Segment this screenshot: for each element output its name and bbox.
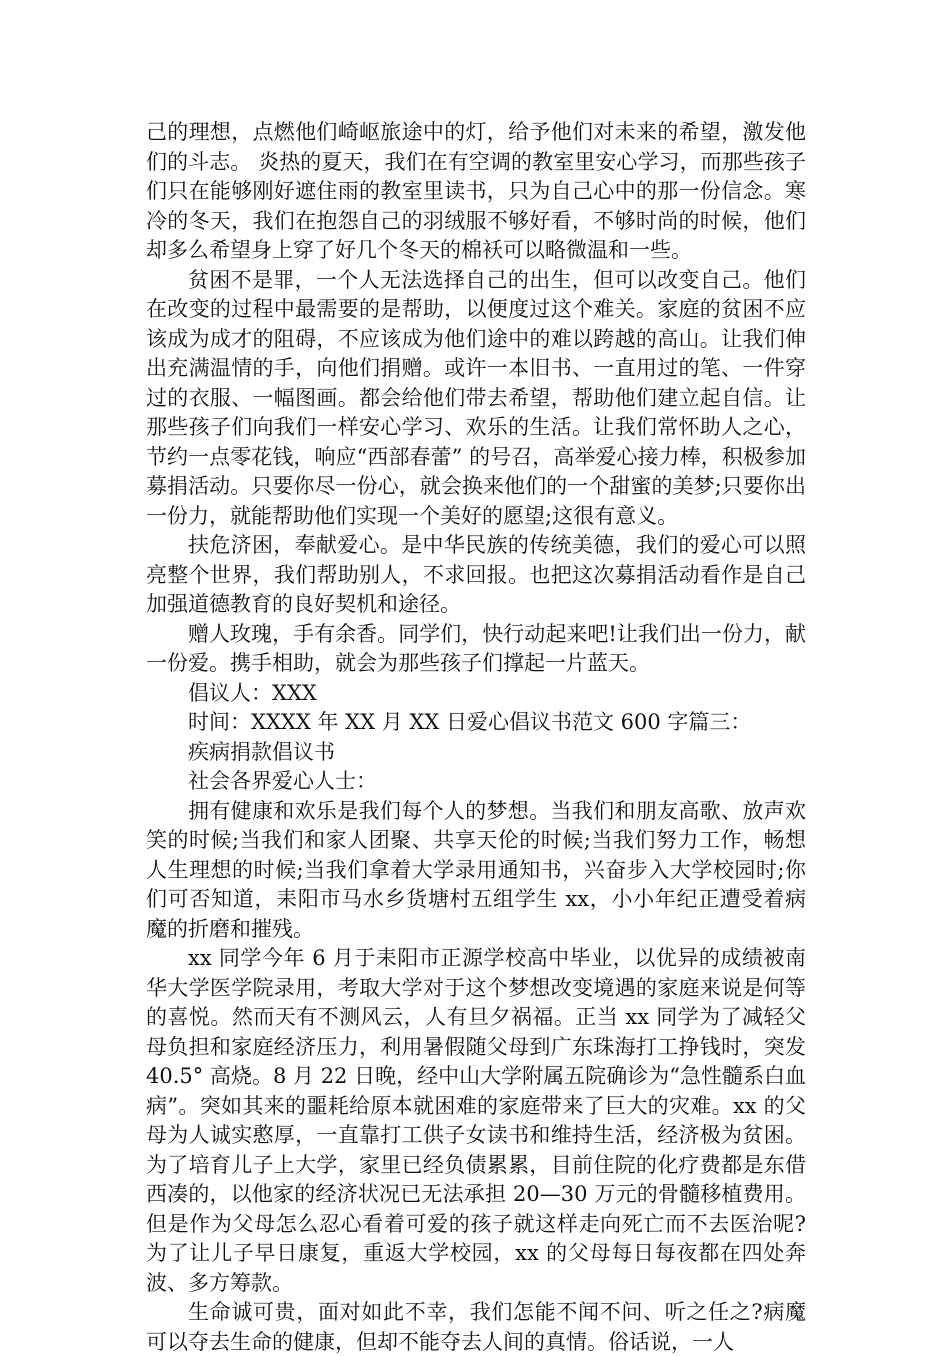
salutation: 社会各界爱心人士： [188, 769, 377, 793]
initiator-line: 倡议人：XXX [188, 680, 317, 705]
paragraph-story: xx 同学今年 6 月于耒阳市正源学校高中毕业，以优异的成绩被南华大学医学院录用，考取大学对于这个梦想改变境遇的家庭来说是何等的喜悦。然而天有不测风云，人有旦夕祸福。正当 xx 同学为了减轻父母负担和家庭经济压力，利用暑假随父母到广东珠海打工挣钱时，突发 40.5° 高烧。8 月 22 日晚，经中山大学附属五院确诊为“急性髓系白血病”。突如其来的噩耗给原本就困难的家庭带来了巨大的灾难。xx 的父母为人诚实憨厚，一直靠打工供子女读书和维持生活，经济极为贫困。为了培育儿子上大学，家里已经负债累累，目前住院的化疗费都是东借西凑的，以他家的经济状况已无法承担 20—30 万元的骨髓移植费用。但是作为父母怎么忍心看着可爱的孩子就这样走向死亡而不去医治呢?为了让儿子早日康复，重返大学校园，xx 的父母每日每夜都在四处奔波、多方筹款。 [146, 946, 806, 1295]
paragraph-poverty: 贫困不是罪，一个人无法选择自己的出生，但可以改变自己。他们在改变的过程中最需要的是帮助，以便度过这个难关。家庭的贫困不应该成为成才的阻碍，不应该成为他们途中的难以跨越的高山。让我们伸出充满温情的手，向他们捐赠。或许一本旧书、一直用过的笔、一件穿过的衣服、一幅图画。都会给他们带去希望，帮助他们建立起自信。让那些孩子们向我们一样安心学习、欢乐的生活。让我们常怀助人之心，节约一点零花钱，响应“西部春蕾” 的号召，高举爱心接力棒，积极参加募捐活动。只要你尽一份心，就会换来他们的一个甜蜜的美梦;只要你出一份力，就能帮助他们实现一个美好的愿望;这很有意义。 [146, 267, 806, 528]
section-title: 疾病捐款倡议书 [188, 739, 335, 764]
date-line: 时间：XXXX 年 XX 月 XX 日爱心倡议书范文 600 字篇三： [188, 710, 752, 734]
paragraph-virtue: 扶危济困，奉献爱心。是中华民族的传统美德，我们的爱心可以照亮整个世界，我们帮助别人，不求回报。也把这次募捐活动看作是自己加强道德教育的良好契机和途径。 [146, 533, 806, 616]
document-page [146, 118, 806, 1357]
paragraph-dreams: 拥有健康和欢乐是我们每个人的梦想。当我们和朋友高歌、放声欢笑的时候;当我们和家人团聚、共享天伦的时候;当我们努力工作，畅想人生理想的时候;当我们拿着大学录用通知书，兴奋步入大学校园时;你们可否知道，耒阳市马水乡货塘村五组学生 xx，小小年纪正遭受着病魔的折磨和摧残。 [146, 798, 806, 941]
paragraph-continuation: 己的理想，点燃他们崎岖旅途中的灯，给予他们对未来的希望，激发他们的斗志。 炎热的夏天，我们在有空调的教室里安心学习，而那些孩子们只在能够刚好遮住雨的教室里读书，只为自己心中的那一份信念。寒冷的冬天，我们在抱怨自己的羽绒服不够好看，不够时尚的时候，他们却多么希望身上穿了好几个冬天的棉袄可以略微温和一些。 [146, 120, 806, 262]
paragraph-appeal: 生命诚可贵，面对如此不幸，我们怎能不闻不问、听之任之?病魔可以夺去生命的健康，但却不能夺去人间的真情。俗话说，一人 [146, 1300, 806, 1354]
paragraph-call-to-action: 赠人玫瑰，手有余香。同学们，快行动起来吧!让我们出一份力，献一份爱。携手相助，就会为那些孩子们撑起一片蓝天。 [146, 621, 806, 675]
